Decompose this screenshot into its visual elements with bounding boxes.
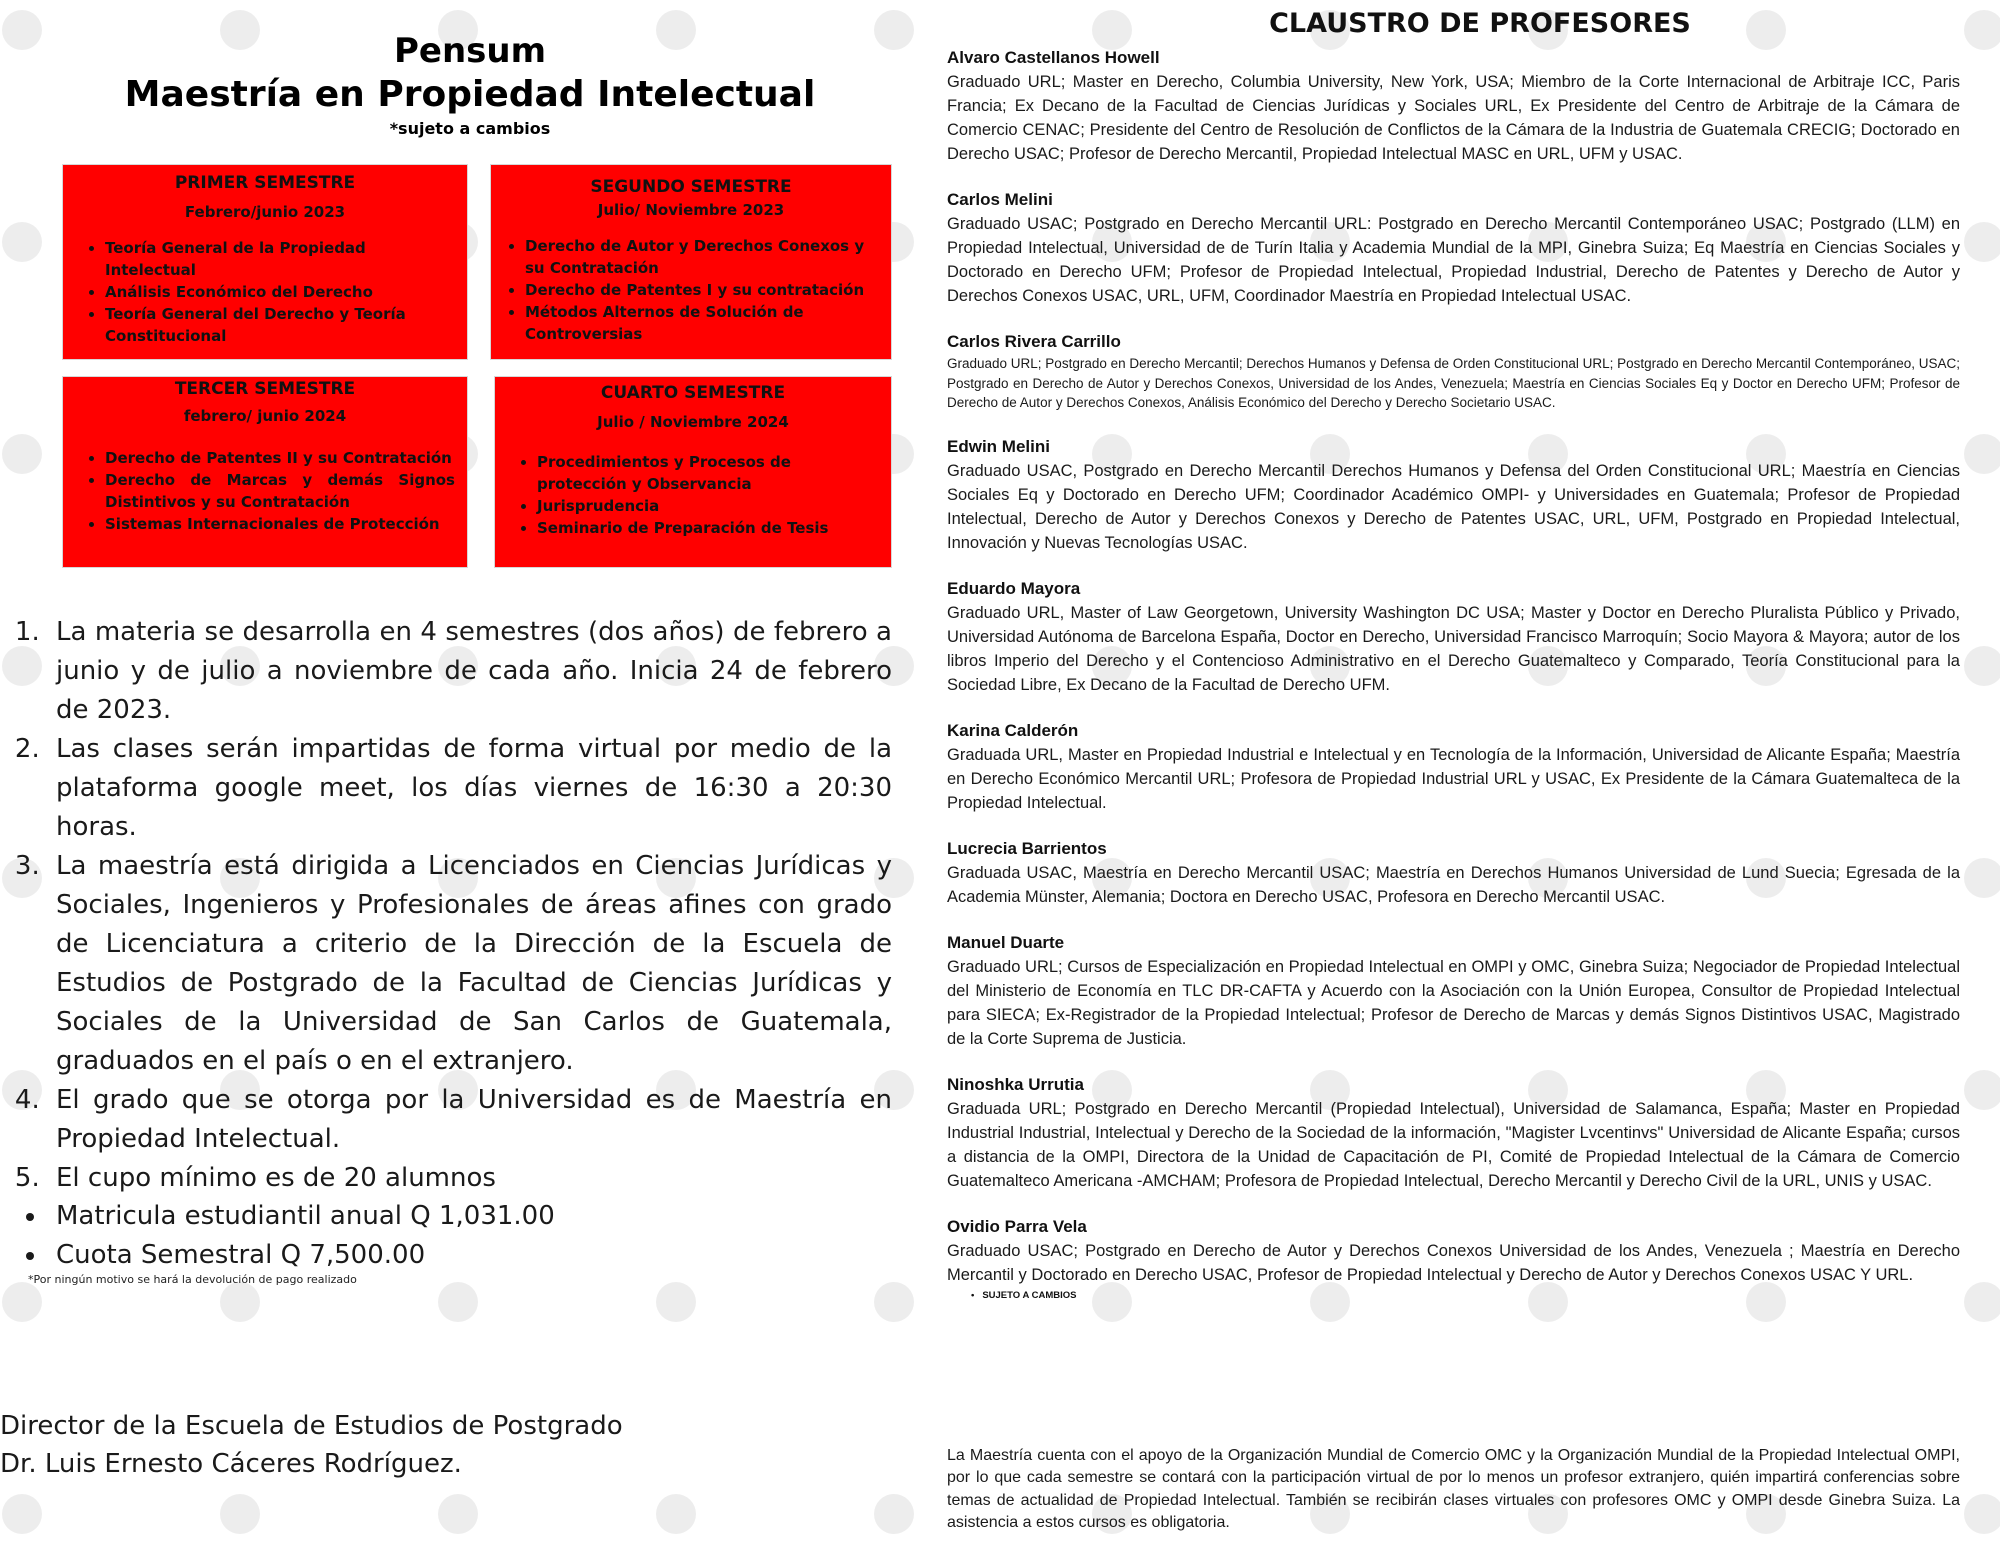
professor-entry	[947, 837, 1960, 909]
professor-name: Ninoshka Urrutia	[947, 1074, 1084, 1094]
professor-bio: Graduado USAC; Postgrado en Derecho Mercantil URL: Postgrado en Derecho Mercantil Contemporáneo USAC; Postgrado (LLM) en Propiedad Intelectual, Universidad de de Turín Italia y Academia Mundial de la MPI, Ginebra Suiza; Eq Maestría en Ciencias Sociales y Doctorado en Derecho UFM; Profesor de Propiedad Intelectual, Propiedad Industrial, Derecho de Patentes y Derecho de Autor y Derechos Conexos USAC, URL, UFM, Coordinador Maestría en Propiedad Intelectual USAC.	[947, 215, 1960, 305]
info-item: 5. El cupo mínimo es de 20 alumnos	[48, 1159, 892, 1198]
fee-item: • Matricula estudiantil anual Q 1,031.00	[48, 1197, 720, 1236]
course-item: • Teoría General de la Propiedad Intelectual	[105, 237, 467, 281]
professor-bio: Graduado USAC; Postgrado en Derecho de Autor y Derechos Conexos Universidad de los Andes, Venezuela ; Maestría en Derecho Mercantil y Doctorado en Derecho USAC, Profesor de Propiedad Intelectual y Derecho de Autor y Derechos Conexos USAC Y URL.	[947, 1241, 1960, 1284]
program-title: Maestría en Propiedad Intelectual	[124, 74, 816, 115]
background-dot	[874, 10, 914, 50]
professor-bio: Graduado URL; Master en Derecho, Columbia University, New York, USA; Miembro de la Corte Internacional de Arbitraje ICC, Paris Francia; Ex Decano de la Facultad de Ciencias Jurídicas y Sociales URL, Ex Presidente del Centro de Arbitraje de la Cámara de Comercio CENAC; Presidente del Centro de Resolución de Conflictos de la Cámara de la Industria de Guatemala CRECIG; Doctorado en Derecho USAC; Profesor de Derecho Mercantil, Propiedad Intelectual MASC en URL, UFM y USAC.	[947, 73, 1960, 163]
program-info	[20, 613, 892, 1198]
professor-entry	[947, 46, 1960, 166]
background-dot	[1092, 10, 1132, 50]
course-item: • Derecho de Patentes I y su contratación	[525, 279, 891, 301]
support-paragraph: La Maestría cuenta con el apoyo de la Organización Mundial de Comercio OMC y la Organización Mundial de la Propiedad Intelectual OMPI, por lo que cada semestre se contará con la participación virtual de por lo menos un profesor extranjero, quién impartirá conferencias sobre temas de actualidad de Propiedad Intelectual. También se recibirán clases virtuales con profesores OMC y OMPI desde Ginebra Suiza. La asistencia a estos cursos es obligatoria.	[947, 1447, 1960, 1532]
info-item: 1. La materia se desarrolla en 4 semestres (dos años) de febrero a junio y de julio a noviembre de cada año. Inicia 24 de febrero de 2023.	[48, 613, 892, 730]
background-dot	[874, 1494, 914, 1534]
background-dot	[2, 1282, 42, 1322]
course-item: • Derecho de Patentes II y su Contratación	[105, 447, 467, 469]
professor-entry	[947, 931, 1960, 1051]
semester-box-1	[62, 164, 468, 360]
background-dot	[2, 434, 42, 474]
semester-date: Julio / Noviembre 2024	[597, 413, 789, 431]
background-dot	[1964, 222, 2000, 262]
background-dot	[220, 1282, 260, 1322]
course-list	[495, 451, 891, 539]
course-item: • Teoría General del Derecho y Teoría Constitucional	[105, 303, 467, 347]
professor-name: Lucrecia Barrientos	[947, 838, 1107, 858]
course-item: • Procedimientos y Procesos de protección y Observancia	[537, 451, 891, 495]
course-item: • Métodos Alternos de Solución de Controversias	[525, 301, 891, 345]
professor-bio: Graduado URL; Cursos de Especialización en Propiedad Intelectual en OMPI y OMC, Ginebra Suiza; Negociador de Propiedad Intelectual del Ministerio de Economía en TLC DR-CAFTA y Acuerdo con la Asociación con la Unión Europea, Consultor de Propiedad Intelectual para SIECA; Ex-Registrador de la Propiedad Intelectual; Profesor de Derecho de Marcas y demás Signos Distintivos USAC, Magistrado de la Corte Suprema de Justicia.	[947, 957, 1960, 1048]
background-dot	[1964, 434, 2000, 474]
director-name: Dr. Luis Ernesto Cáceres Rodríguez.	[0, 1449, 462, 1479]
background-dot	[2, 10, 42, 50]
background-dot	[1964, 1494, 2000, 1534]
semester-date: Febrero/junio 2023	[184, 203, 346, 221]
professor-entry	[947, 330, 1960, 413]
background-dot	[220, 1494, 260, 1534]
course-list	[491, 235, 891, 345]
professor-bio: Graduado USAC, Postgrado en Derecho Mercantil Derechos Humanos y Defensa del Orden Constitucional URL; Maestría en Ciencias Sociales Eq y Doctorado en Derecho UFM; Coordinador Académico OMPI- y Universidades en Guatemala; Profesor de Propiedad Intelectual, Derecho de Autor y Derechos Conexos y Derecho de Patentes USAC, URL, UFM, Postgrado en Propiedad Intelectual, Innovación y Nuevas Tecnologías USAC.	[947, 461, 1960, 552]
professor-entry	[947, 188, 1960, 308]
info-item: 4. El grado que se otorga por la Universidad es de Maestría en Propiedad Intelectual.	[48, 1081, 892, 1159]
background-dot	[1964, 1070, 2000, 1110]
semester-date: febrero/ junio 2024	[183, 407, 347, 425]
semester-box-4	[494, 376, 892, 568]
info-item: 2. Las clases serán impartidas de forma virtual por medio de la plataforma google meet, los días viernes de 16:30 a 20:30 horas.	[48, 730, 892, 847]
professor-bio: Graduado URL, Master of Law Georgetown, University Washington DC USA; Master y Doctor en Derecho Pluralista Público y Privado, Universidad Autónoma de Barcelona España, Doctor en Derecho, Universidad Francisco Marroquín; Socio Mayora & Mayora; autor de los libros Imperio del Derecho y el Contencioso Administrativo en el Derecho Guatemalteco y Comparado, Teoría Constitucional para la Sociedad Libre, Ex Decano de la Facultad de Derecho UFM.	[947, 603, 1960, 694]
pensum-title: Pensum	[393, 31, 547, 71]
professor-name: Edwin Melini	[947, 436, 1050, 456]
subject-to-change-note: *sujeto a cambios	[389, 119, 551, 138]
background-dot	[438, 1282, 478, 1322]
professor-entry	[947, 1073, 1960, 1193]
background-dot	[656, 1494, 696, 1534]
professor-entry	[947, 719, 1960, 815]
professor-name: Manuel Duarte	[947, 932, 1065, 952]
fee-item: • Cuota Semestral Q 7,500.00	[48, 1236, 720, 1275]
course-list	[63, 237, 467, 347]
course-item: • Derecho de Autor y Derechos Conexos y su Contratación	[525, 235, 891, 279]
professor-name: Alvaro Castellanos Howell	[947, 48, 1160, 67]
semester-title: TERCER SEMESTRE	[174, 379, 356, 399]
professor-name: Ovidio Parra Vela	[947, 1216, 1087, 1236]
semester-title: PRIMER SEMESTRE	[174, 173, 356, 193]
background-dot	[438, 1494, 478, 1534]
course-item: • Sistemas Internacionales de Protección	[105, 513, 467, 535]
professor-bio: Graduada URL; Postgrado en Derecho Mercantil (Propiedad Intelectual), Universidad de Salamanca, España; Master en Propiedad Industrial Industrial, Intelectual y Derecho de la Sociedad de la información, "Magister Lvcentinvs" Universidad de Alicante España; cursos a distancia de la OMPI, Directora de la Unidad de Capacitación de PI, Comité de Propiedad Intelectual de la Cámara de Comercio Guatemalteco Americana -AMCHAM; Profesora de Propiedad Intelectual, Derecho Mercantil y Derecho Civil de la URL, UNIS y USAC.	[947, 1099, 1960, 1190]
pensum-header	[100, 30, 840, 140]
faculty-title: CLAUSTRO DE PROFESORES	[1269, 8, 1691, 39]
background-dot	[874, 1282, 914, 1322]
info-item: 3. La maestría está dirigida a Licenciados en Ciencias Jurídicas y Sociales, Ingenieros y Profesionales de áreas afines con grado de Licenciatura a criterio de la Dirección de la Escuela de Estudios de Postgrado de la Facultad de Ciencias Jurídicas y Sociales de la Universidad de San Carlos de Guatemala, graduados en el país o en el extranjero.	[48, 847, 892, 1081]
background-dot	[1964, 10, 2000, 50]
professor-entry	[947, 1215, 1960, 1287]
fees-list	[20, 1197, 720, 1275]
professor-bio: Graduada USAC, Maestría en Derecho Mercantil USAC; Maestría en Derechos Humanos Universidad de Lund Suecia; Egresada de la Academia Münster, Alemania; Doctora en Derecho USAC, Profesora en Derecho Mercantil USAC.	[947, 863, 1960, 906]
refund-note: *Por ningún motivo se hará la devolución de pago realizado	[28, 1273, 357, 1286]
course-item: • Jurisprudencia	[537, 495, 891, 517]
background-dot	[1964, 1282, 2000, 1322]
professor-name: Carlos Rivera Carrillo	[947, 332, 1121, 351]
professor-bio: Graduado URL; Postgrado en Derecho Mercantil; Derechos Humanos y Defensa de Orden Constitucional URL; Postgrado en Derecho Mercantil Contemporáneo, USAC; Postgrado en Derecho de Autor y Derechos Conexos, Universidad de los Andes, Venezuela; Maestría en Ciencias Sociales Eq y Doctor en Derecho UFM; Profesor de Derecho de Autor y Derechos Conexos, Análisis Económico del Derecho y Derecho Societario USAC.	[947, 356, 1961, 410]
semester-title: SEGUNDO SEMESTRE	[590, 177, 792, 197]
course-item: • Seminario de Preparación de Tesis	[537, 517, 891, 539]
subject-to-change-tag: • SUJETO A CAMBIOS	[947, 1289, 1960, 1303]
background-dot	[2, 1494, 42, 1534]
professor-name: Karina Calderón	[947, 720, 1079, 740]
director-signature	[0, 1407, 623, 1483]
semester-box-3	[62, 376, 468, 568]
professor-entry	[947, 435, 1960, 555]
background-dot	[2, 222, 42, 262]
background-dot	[656, 1282, 696, 1322]
semester-title: CUARTO SEMESTRE	[600, 383, 786, 403]
professor-name: Eduardo Mayora	[947, 578, 1081, 598]
course-item: • Derecho de Marcas y demás Signos Distintivos y su Contratación	[105, 469, 467, 513]
professor-bio: Graduada URL, Master en Propiedad Industrial e Intelectual y en Tecnología de la Información, Universidad de Alicante España; Maestría en Derecho Económico Mercantil URL; Profesora de Propiedad Industrial URL y USAC, Ex Presidente de la Cámara Guatemalteca de la Propiedad Intelectual.	[947, 745, 1960, 812]
background-dot	[1964, 646, 2000, 686]
semester-box-2	[490, 164, 892, 360]
faculty-list	[947, 46, 1960, 1303]
director-role: Director de la Escuela de Estudios de Postgrado	[0, 1411, 623, 1441]
course-list	[63, 447, 467, 535]
course-item: • Análisis Económico del Derecho	[105, 281, 467, 303]
semester-date: Julio/ Noviembre 2023	[597, 201, 785, 219]
professor-entry	[947, 577, 1960, 697]
professor-name: Carlos Melini	[947, 190, 1053, 209]
background-dot	[1964, 858, 2000, 898]
